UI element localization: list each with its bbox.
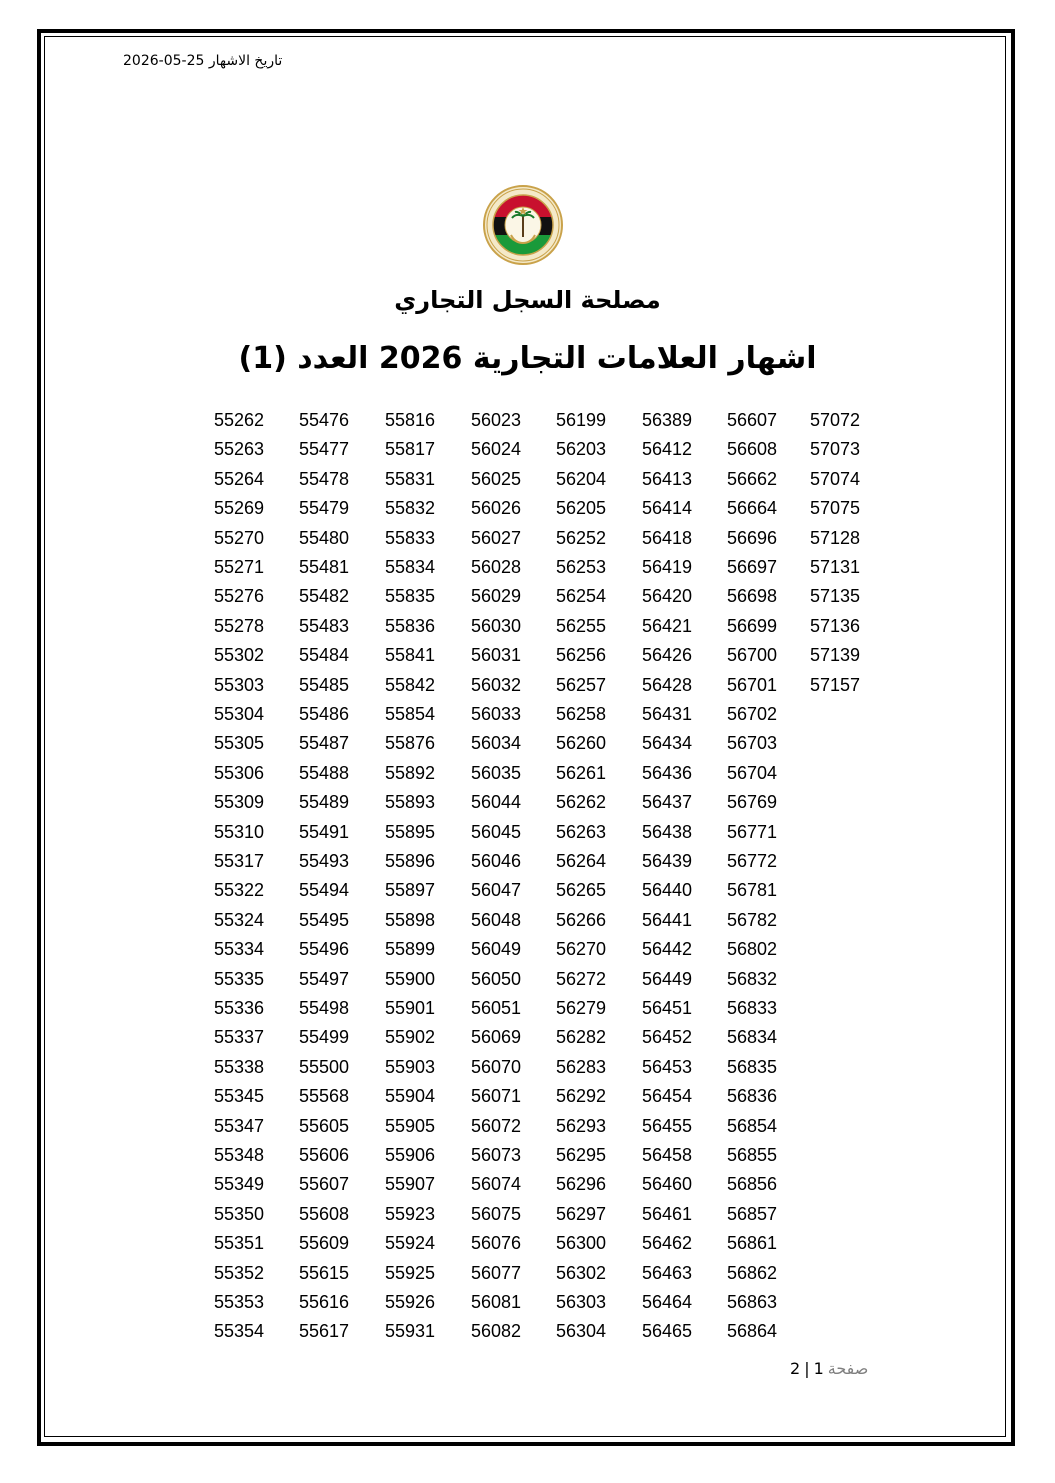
trademark-number: 55903 bbox=[385, 1056, 436, 1077]
trademark-number: 56024 bbox=[471, 439, 522, 460]
trademark-number: 56077 bbox=[471, 1262, 522, 1283]
trademark-number: 56253 bbox=[556, 557, 607, 577]
trademark-number: 55487 bbox=[299, 733, 350, 754]
trademark-number: 56440 bbox=[642, 880, 693, 901]
trademark-number: 55893 bbox=[385, 792, 436, 813]
trademark-number: 56261 bbox=[556, 762, 607, 783]
trademark-number: 56070 bbox=[471, 1056, 522, 1077]
trademark-number: 56864 bbox=[727, 1321, 778, 1342]
trademark-number: 56835 bbox=[727, 1056, 778, 1077]
trademark-number: 55923 bbox=[385, 1203, 436, 1224]
trademark-number: 55488 bbox=[299, 762, 350, 783]
trademark-number: 56279 bbox=[556, 998, 607, 1018]
trademark-number: 56697 bbox=[727, 557, 778, 577]
trademark-number: 55496 bbox=[299, 939, 350, 960]
trademark-number: 57128 bbox=[810, 527, 861, 548]
trademark-number: 56439 bbox=[642, 851, 693, 871]
trademark-number: 57131 bbox=[810, 557, 861, 577]
trademark-number: 55834 bbox=[385, 557, 436, 577]
trademark-number: 56434 bbox=[642, 733, 693, 754]
trademark-number: 56699 bbox=[727, 615, 778, 636]
trademark-number: 56282 bbox=[556, 1027, 607, 1048]
trademark-number: 55317 bbox=[214, 851, 265, 871]
trademark-number: 56082 bbox=[471, 1321, 522, 1342]
trademark-number: 55906 bbox=[385, 1145, 436, 1165]
trademark-number: 57072 bbox=[810, 410, 861, 430]
trademark-number: 55931 bbox=[385, 1321, 436, 1342]
trademark-number: 56255 bbox=[556, 615, 607, 636]
trademark-number: 56428 bbox=[642, 674, 693, 695]
trademark-number: 56293 bbox=[556, 1115, 607, 1136]
trademark-number: 56862 bbox=[727, 1262, 778, 1283]
trademark-number: 55924 bbox=[385, 1233, 436, 1254]
trademark-number: 57139 bbox=[810, 645, 861, 666]
trademark-number: 55607 bbox=[299, 1174, 350, 1195]
trademark-number: 56832 bbox=[727, 968, 778, 989]
trademark-number: 56257 bbox=[556, 674, 607, 695]
trademark-number: 56075 bbox=[471, 1203, 522, 1224]
trademark-number: 56304 bbox=[556, 1321, 607, 1342]
trademark-number: 56438 bbox=[642, 821, 693, 842]
trademark-number: 55485 bbox=[299, 674, 350, 695]
trademark-number: 55609 bbox=[299, 1233, 350, 1254]
trademark-number: 56418 bbox=[642, 527, 693, 548]
trademark-number: 56662 bbox=[727, 468, 778, 489]
trademark-number: 55486 bbox=[299, 704, 350, 724]
trademark-number: 56414 bbox=[642, 498, 693, 519]
trademark-number: 56264 bbox=[556, 851, 607, 871]
trademark-number: 56451 bbox=[642, 998, 693, 1018]
trademark-number: 55349 bbox=[214, 1174, 265, 1195]
trademark-number: 55902 bbox=[385, 1027, 436, 1048]
trademark-number: 56458 bbox=[642, 1145, 693, 1165]
trademark-number: 56772 bbox=[727, 851, 778, 871]
trademark-number: 56031 bbox=[471, 645, 522, 666]
trademark-number: 56025 bbox=[471, 468, 522, 489]
trademark-number: 55498 bbox=[299, 998, 350, 1018]
trademark-number: 56702 bbox=[727, 704, 778, 724]
trademark-number: 55842 bbox=[385, 674, 436, 695]
trademark-number: 55835 bbox=[385, 586, 436, 607]
trademark-number: 56701 bbox=[727, 674, 778, 695]
trademark-number: 57073 bbox=[810, 439, 861, 460]
trademark-number: 56303 bbox=[556, 1292, 607, 1312]
trademark-number: 56035 bbox=[471, 762, 522, 783]
trademark-number: 55617 bbox=[299, 1321, 350, 1342]
trademark-number: 56771 bbox=[727, 821, 778, 842]
trademark-number: 55606 bbox=[299, 1145, 350, 1165]
trademark-number: 56302 bbox=[556, 1262, 607, 1283]
trademark-number: 55892 bbox=[385, 762, 436, 783]
trademark-number: 55817 bbox=[385, 439, 436, 460]
trademark-number: 55493 bbox=[299, 851, 350, 871]
trademark-number: 56802 bbox=[727, 939, 778, 960]
trademark-number: 56026 bbox=[471, 498, 522, 519]
trademark-number: 56462 bbox=[642, 1233, 693, 1254]
trademark-number: 55337 bbox=[214, 1027, 265, 1048]
trademark-number: 55897 bbox=[385, 880, 436, 901]
trademark-number: 56292 bbox=[556, 1086, 607, 1107]
trademark-number: 56419 bbox=[642, 557, 693, 577]
trademark-number: 56861 bbox=[727, 1233, 778, 1254]
trademark-number: 56769 bbox=[727, 792, 778, 813]
trademark-number: 55302 bbox=[214, 645, 265, 666]
trademark-number: 56696 bbox=[727, 527, 778, 548]
trademark-number: 55305 bbox=[214, 733, 265, 754]
trademark-number: 56199 bbox=[556, 410, 607, 430]
trademark-number: 55336 bbox=[214, 998, 265, 1018]
trademark-number: 56863 bbox=[727, 1292, 778, 1312]
trademark-number: 55278 bbox=[214, 615, 265, 636]
page-current: 1 bbox=[813, 1359, 824, 1378]
trademark-number: 55477 bbox=[299, 439, 350, 460]
trademark-number: 55898 bbox=[385, 909, 436, 930]
trademark-number: 56855 bbox=[727, 1145, 778, 1165]
trademark-number: 56073 bbox=[471, 1145, 522, 1165]
trademark-number: 56421 bbox=[642, 615, 693, 636]
trademark-number: 57074 bbox=[810, 468, 861, 489]
trademark-number: 56256 bbox=[556, 645, 607, 666]
trademark-number: 56664 bbox=[727, 498, 778, 519]
trademark-number: 56029 bbox=[471, 586, 522, 607]
trademark-number: 56607 bbox=[727, 410, 778, 430]
trademark-number: 56046 bbox=[471, 851, 522, 871]
trademark-number: 56045 bbox=[471, 821, 522, 842]
trademark-number: 56033 bbox=[471, 704, 522, 724]
trademark-number: 55335 bbox=[214, 968, 265, 989]
trademark-number: 55841 bbox=[385, 645, 436, 666]
trademark-number: 56265 bbox=[556, 880, 607, 901]
trademark-number: 56464 bbox=[642, 1292, 693, 1312]
trademark-number: 55497 bbox=[299, 968, 350, 989]
trademark-number: 55476 bbox=[299, 410, 350, 430]
trademark-number: 56461 bbox=[642, 1203, 693, 1224]
trademark-number: 56426 bbox=[642, 645, 693, 666]
trademark-number: 55478 bbox=[299, 468, 350, 489]
trademark-number: 56698 bbox=[727, 586, 778, 607]
page-total: 2 bbox=[790, 1359, 801, 1378]
trademark-number: 56272 bbox=[556, 968, 607, 989]
trademark-number: 56205 bbox=[556, 498, 607, 519]
trademark-number: 56420 bbox=[642, 586, 693, 607]
commercial-registry-seal-logo bbox=[483, 185, 563, 265]
trademark-number: 55605 bbox=[299, 1115, 350, 1136]
trademark-number: 55499 bbox=[299, 1027, 350, 1048]
trademark-number: 56449 bbox=[642, 968, 693, 989]
trademark-number: 56413 bbox=[642, 468, 693, 489]
trademark-number: 55347 bbox=[214, 1115, 265, 1136]
trademark-number: 55901 bbox=[385, 998, 436, 1018]
trademark-number: 55568 bbox=[299, 1086, 350, 1107]
trademark-number: 55353 bbox=[214, 1292, 265, 1312]
trademark-number: 55338 bbox=[214, 1056, 265, 1077]
trademark-number: 55925 bbox=[385, 1262, 436, 1283]
trademark-number: 55608 bbox=[299, 1203, 350, 1224]
trademark-number: 56296 bbox=[556, 1174, 607, 1195]
trademark-number: 56050 bbox=[471, 968, 522, 989]
trademark-number: 55324 bbox=[214, 909, 265, 930]
trademark-number: 56854 bbox=[727, 1115, 778, 1136]
trademark-number: 56700 bbox=[727, 645, 778, 666]
trademark-number: 56263 bbox=[556, 821, 607, 842]
trademark-number: 56454 bbox=[642, 1086, 693, 1107]
trademark-number: 56460 bbox=[642, 1174, 693, 1195]
trademark-number: 55491 bbox=[299, 821, 350, 842]
trademark-number: 57136 bbox=[810, 615, 861, 636]
trademark-number: 55352 bbox=[214, 1262, 265, 1283]
trademark-number: 55896 bbox=[385, 851, 436, 871]
trademark-number: 55263 bbox=[214, 439, 265, 460]
trademark-number: 55270 bbox=[214, 527, 265, 548]
trademark-number: 56028 bbox=[471, 557, 522, 577]
trademark-number: 56453 bbox=[642, 1056, 693, 1077]
trademark-number: 55269 bbox=[214, 498, 265, 519]
trademark-number: 55322 bbox=[214, 880, 265, 901]
trademark-number: 55304 bbox=[214, 704, 265, 724]
trademark-number: 56270 bbox=[556, 939, 607, 960]
trademark-number: 56452 bbox=[642, 1027, 693, 1048]
page-word: صفحة bbox=[827, 1359, 869, 1378]
trademark-number: 55264 bbox=[214, 468, 265, 489]
page-footer bbox=[790, 1359, 868, 1378]
trademark-number: 56856 bbox=[727, 1174, 778, 1195]
trademark-number: 56266 bbox=[556, 909, 607, 930]
trademark-number: 55309 bbox=[214, 792, 265, 813]
trademark-number: 56431 bbox=[642, 704, 693, 724]
trademark-number: 56049 bbox=[471, 939, 522, 960]
trademark-number: 56295 bbox=[556, 1145, 607, 1165]
trademark-number: 56254 bbox=[556, 586, 607, 607]
trademark-number: 57075 bbox=[810, 498, 861, 519]
trademark-number: 56836 bbox=[727, 1086, 778, 1107]
authority-title: مصلحة السجل التجاري bbox=[394, 286, 661, 314]
trademark-number: 55615 bbox=[299, 1262, 350, 1283]
trademark-number: 55495 bbox=[299, 909, 350, 930]
trademark-number: 55480 bbox=[299, 527, 350, 548]
trademark-number: 56442 bbox=[642, 939, 693, 960]
trademark-number: 56608 bbox=[727, 439, 778, 460]
trademark-number: 57135 bbox=[810, 586, 861, 607]
trademark-number: 56389 bbox=[642, 410, 693, 430]
trademark-number: 55482 bbox=[299, 586, 350, 607]
trademark-number: 55348 bbox=[214, 1145, 265, 1165]
trademark-number: 55833 bbox=[385, 527, 436, 548]
trademark-number: 56032 bbox=[471, 674, 522, 695]
trademark-number: 56044 bbox=[471, 792, 522, 813]
trademark-number: 56703 bbox=[727, 733, 778, 754]
trademark-number: 56704 bbox=[727, 762, 778, 783]
trademark-number: 56072 bbox=[471, 1115, 522, 1136]
trademark-number: 55262 bbox=[214, 410, 265, 430]
trademark-number: 56300 bbox=[556, 1233, 607, 1254]
trademark-number: 55900 bbox=[385, 968, 436, 989]
trademark-number: 55500 bbox=[299, 1056, 350, 1077]
trademark-number: 56436 bbox=[642, 762, 693, 783]
trademark-number: 56048 bbox=[471, 909, 522, 930]
trademark-number: 55905 bbox=[385, 1115, 436, 1136]
trademark-number: 56051 bbox=[471, 998, 522, 1018]
trademark-number: 55310 bbox=[214, 821, 265, 842]
publication-date: تاريخ الاشهار 25-05-2026 bbox=[123, 53, 283, 69]
trademark-number: 55836 bbox=[385, 615, 436, 636]
trademark-number: 56781 bbox=[727, 880, 778, 901]
trademark-number: 56047 bbox=[471, 880, 522, 901]
publication-title: اشهار العلامات التجارية 2026 العدد (1) bbox=[238, 341, 817, 376]
trademark-number: 56030 bbox=[471, 615, 522, 636]
trademark-number: 55832 bbox=[385, 498, 436, 519]
trademark-number: 56071 bbox=[471, 1086, 522, 1107]
trademark-number: 55854 bbox=[385, 704, 436, 724]
trademark-number: 56034 bbox=[471, 733, 522, 754]
trademark-number: 55831 bbox=[385, 468, 436, 489]
trademark-number: 56465 bbox=[642, 1321, 693, 1342]
trademark-number: 55876 bbox=[385, 733, 436, 754]
page-separator: | bbox=[804, 1359, 810, 1378]
trademark-number: 56069 bbox=[471, 1027, 522, 1048]
trademark-number: 55483 bbox=[299, 615, 350, 636]
trademark-number: 55345 bbox=[214, 1086, 265, 1107]
trademark-number: 56834 bbox=[727, 1027, 778, 1048]
trademark-number: 56437 bbox=[642, 792, 693, 813]
trademark-number: 56262 bbox=[556, 792, 607, 813]
trademark-number: 56260 bbox=[556, 733, 607, 754]
trademark-number: 55907 bbox=[385, 1174, 436, 1195]
trademark-number: 55484 bbox=[299, 645, 350, 666]
trademark-number: 55616 bbox=[299, 1292, 350, 1312]
trademark-number: 56297 bbox=[556, 1203, 607, 1224]
trademark-number: 56258 bbox=[556, 704, 607, 724]
trademark-number: 55303 bbox=[214, 674, 265, 695]
trademark-number: 55481 bbox=[299, 557, 350, 577]
trademark-number: 56441 bbox=[642, 909, 693, 930]
trademark-number: 55334 bbox=[214, 939, 265, 960]
trademark-number: 56027 bbox=[471, 527, 522, 548]
trademark-number: 56283 bbox=[556, 1056, 607, 1077]
trademark-number: 55479 bbox=[299, 498, 350, 519]
trademark-number: 55494 bbox=[299, 880, 350, 901]
trademark-number: 55899 bbox=[385, 939, 436, 960]
trademark-number: 56076 bbox=[471, 1233, 522, 1254]
trademark-number: 56204 bbox=[556, 468, 607, 489]
trademark-number: 56252 bbox=[556, 527, 607, 548]
trademark-number: 56833 bbox=[727, 998, 778, 1018]
trademark-number: 56023 bbox=[471, 410, 522, 430]
trademark-number: 55276 bbox=[214, 586, 265, 607]
trademark-number: 55354 bbox=[214, 1321, 265, 1342]
trademark-number: 56081 bbox=[471, 1292, 522, 1312]
trademark-number: 56455 bbox=[642, 1115, 693, 1136]
trademark-number: 55271 bbox=[214, 557, 265, 577]
trademark-number: 56412 bbox=[642, 439, 693, 460]
trademark-number: 55895 bbox=[385, 821, 436, 842]
trademark-number: 55306 bbox=[214, 762, 265, 783]
trademark-number: 56074 bbox=[471, 1174, 522, 1195]
trademark-number: 56203 bbox=[556, 439, 607, 460]
trademark-number: 55904 bbox=[385, 1086, 436, 1107]
trademark-number: 56857 bbox=[727, 1203, 778, 1224]
trademark-number: 55350 bbox=[214, 1203, 265, 1224]
trademark-number: 55351 bbox=[214, 1233, 265, 1254]
trademark-number: 57157 bbox=[810, 674, 861, 695]
trademark-number: 56782 bbox=[727, 909, 778, 930]
trademark-number: 55816 bbox=[385, 410, 436, 430]
trademark-number: 56463 bbox=[642, 1262, 693, 1283]
trademark-number: 55926 bbox=[385, 1292, 436, 1312]
trademark-number: 55489 bbox=[299, 792, 350, 813]
